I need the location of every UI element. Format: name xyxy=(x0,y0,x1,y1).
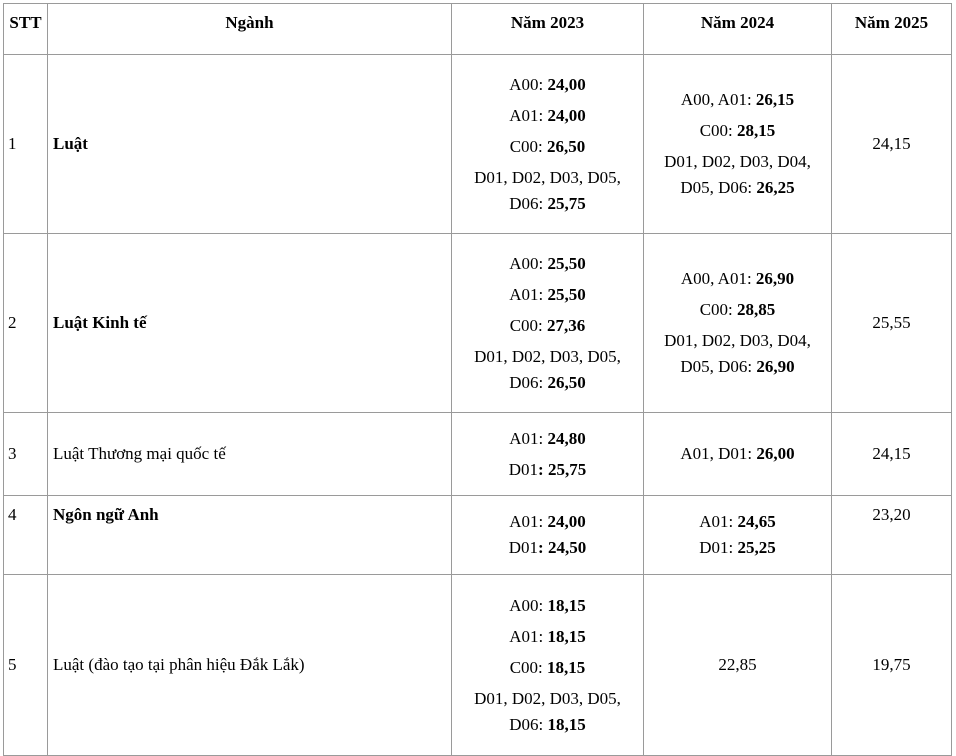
score-value: 26,00 xyxy=(756,444,795,463)
cell-2023 xyxy=(452,413,644,496)
score-label: A01: xyxy=(509,626,548,646)
cell-major: Luật Kinh tế xyxy=(48,234,452,413)
score-value: 18,15 xyxy=(547,714,586,734)
score-label: D05, D06: xyxy=(680,178,757,197)
header-2024: Năm 2024 xyxy=(644,4,832,55)
header-2025: Năm 2025 xyxy=(832,4,952,55)
score-value: 25,25 xyxy=(737,538,776,557)
cell-stt: 2 xyxy=(4,234,48,413)
cell-2025: 24,15 xyxy=(832,55,952,234)
score-line xyxy=(644,509,831,535)
score-label: A00, A01: xyxy=(680,269,756,288)
score-line xyxy=(644,535,831,561)
table-row xyxy=(4,234,952,413)
score-line xyxy=(452,103,643,129)
score-value: 25,50 xyxy=(547,253,586,273)
score-line xyxy=(452,344,643,396)
score-value: 25,50 xyxy=(547,284,586,304)
score-label: D01, D02, D03, D04, xyxy=(664,152,811,171)
score-value: 18,15 xyxy=(547,626,586,646)
score-line xyxy=(452,624,643,650)
score-label: A01: xyxy=(509,428,548,448)
score-label: A00: xyxy=(509,74,548,94)
score-value: 26,25 xyxy=(756,178,795,197)
score-value: 28,15 xyxy=(737,121,776,140)
cell-major: Ngôn ngữ Anh xyxy=(48,496,452,575)
score-label: C00: xyxy=(509,315,548,335)
score-line xyxy=(452,282,643,308)
score-label: C00: xyxy=(509,136,548,156)
score-label: D01, D02, D03, D05, xyxy=(474,688,621,708)
cell-major: Luật xyxy=(48,55,452,234)
cell-2023 xyxy=(452,55,644,234)
score-value: 24,80 xyxy=(547,428,586,448)
score-line xyxy=(644,328,831,380)
score-label: D01: xyxy=(699,538,738,557)
score-line xyxy=(452,251,643,277)
score-value: 24,65 xyxy=(737,512,776,531)
score-value: 26,50 xyxy=(547,372,586,392)
score-value: 26,90 xyxy=(755,269,795,288)
score-value: 28,85 xyxy=(737,300,776,319)
score-label: D01, D02, D03, D05, xyxy=(474,167,621,187)
cell-major: Luật (đào tạo tại phân hiệu Đắk Lắk) xyxy=(48,575,452,756)
score-line xyxy=(452,313,643,339)
score-line xyxy=(644,441,831,467)
header-major: Ngành xyxy=(48,4,452,55)
cell-2024 xyxy=(644,575,832,756)
cell-2025: 24,15 xyxy=(832,413,952,496)
header-row xyxy=(4,4,952,55)
cell-2023 xyxy=(452,496,644,575)
table-row xyxy=(4,55,952,234)
score-label: C00: xyxy=(509,657,548,677)
score-label: C00: xyxy=(699,300,738,319)
score-label: A01: xyxy=(509,284,548,304)
cell-2024 xyxy=(644,413,832,496)
score-line xyxy=(452,457,643,483)
score-line xyxy=(452,426,643,452)
table-row xyxy=(4,575,952,756)
score-line xyxy=(452,535,643,561)
cell-stt: 4 xyxy=(4,496,48,575)
table-row xyxy=(4,496,952,575)
score-value: 25,75 xyxy=(547,193,586,213)
score-value: 26,90 xyxy=(756,357,795,376)
header-stt: STT xyxy=(4,4,48,55)
score-label: D05, D06: xyxy=(680,357,757,376)
cell-2024 xyxy=(644,234,832,413)
cell-stt: 3 xyxy=(4,413,48,496)
score-line xyxy=(452,686,643,738)
score-label: A00: xyxy=(509,595,548,615)
score-line xyxy=(452,509,643,535)
cell-2024 xyxy=(644,496,832,575)
score-label: A01: xyxy=(509,105,548,125)
score-value: : 25,75 xyxy=(538,459,587,479)
score-line xyxy=(452,655,643,681)
score-label: D01, D02, D03, D05, xyxy=(474,346,621,366)
score-label: A00: xyxy=(509,253,548,273)
score-label: A01: xyxy=(699,512,738,531)
score-line xyxy=(452,165,643,217)
score-line xyxy=(644,118,831,144)
score-label: D01 xyxy=(508,459,539,479)
score-value: 24,00 xyxy=(547,512,586,531)
score-label: C00: xyxy=(699,121,738,140)
score-line xyxy=(644,652,831,678)
cell-2024 xyxy=(644,55,832,234)
score-label: D06: xyxy=(509,714,548,734)
score-line xyxy=(452,593,643,619)
score-value: 26,15 xyxy=(755,90,795,109)
score-value: 24,00 xyxy=(547,74,586,94)
cell-2025: 25,55 xyxy=(832,234,952,413)
header-2023: Năm 2023 xyxy=(452,4,644,55)
cell-2025: 23,20 xyxy=(832,496,952,575)
score-line xyxy=(452,72,643,98)
cell-major: Luật Thương mại quốc tế xyxy=(48,413,452,496)
score-label: D06: xyxy=(509,193,548,213)
score-label: A01, D01: xyxy=(680,444,757,463)
cell-2023 xyxy=(452,234,644,413)
score-label: 22,85 xyxy=(718,655,757,674)
score-value: 27,36 xyxy=(547,315,586,335)
score-label: D01 xyxy=(508,538,539,557)
score-line xyxy=(644,266,831,292)
cell-2023 xyxy=(452,575,644,756)
cell-2025: 19,75 xyxy=(832,575,952,756)
score-value: 18,15 xyxy=(547,595,586,615)
score-line xyxy=(644,87,831,113)
cell-stt: 1 xyxy=(4,55,48,234)
score-label: A00, A01: xyxy=(680,90,756,109)
table-row xyxy=(4,413,952,496)
score-line xyxy=(452,134,643,160)
score-line xyxy=(644,149,831,201)
score-value: 24,00 xyxy=(547,105,586,125)
score-value: : 24,50 xyxy=(538,538,587,557)
score-label: A01: xyxy=(509,512,548,531)
score-label: D01, D02, D03, D04, xyxy=(664,331,811,350)
score-label: D06: xyxy=(509,372,548,392)
score-line xyxy=(644,297,831,323)
cell-stt: 5 xyxy=(4,575,48,756)
score-value: 18,15 xyxy=(547,657,586,677)
score-value: 26,50 xyxy=(547,136,586,156)
admission-scores-table xyxy=(3,3,952,756)
